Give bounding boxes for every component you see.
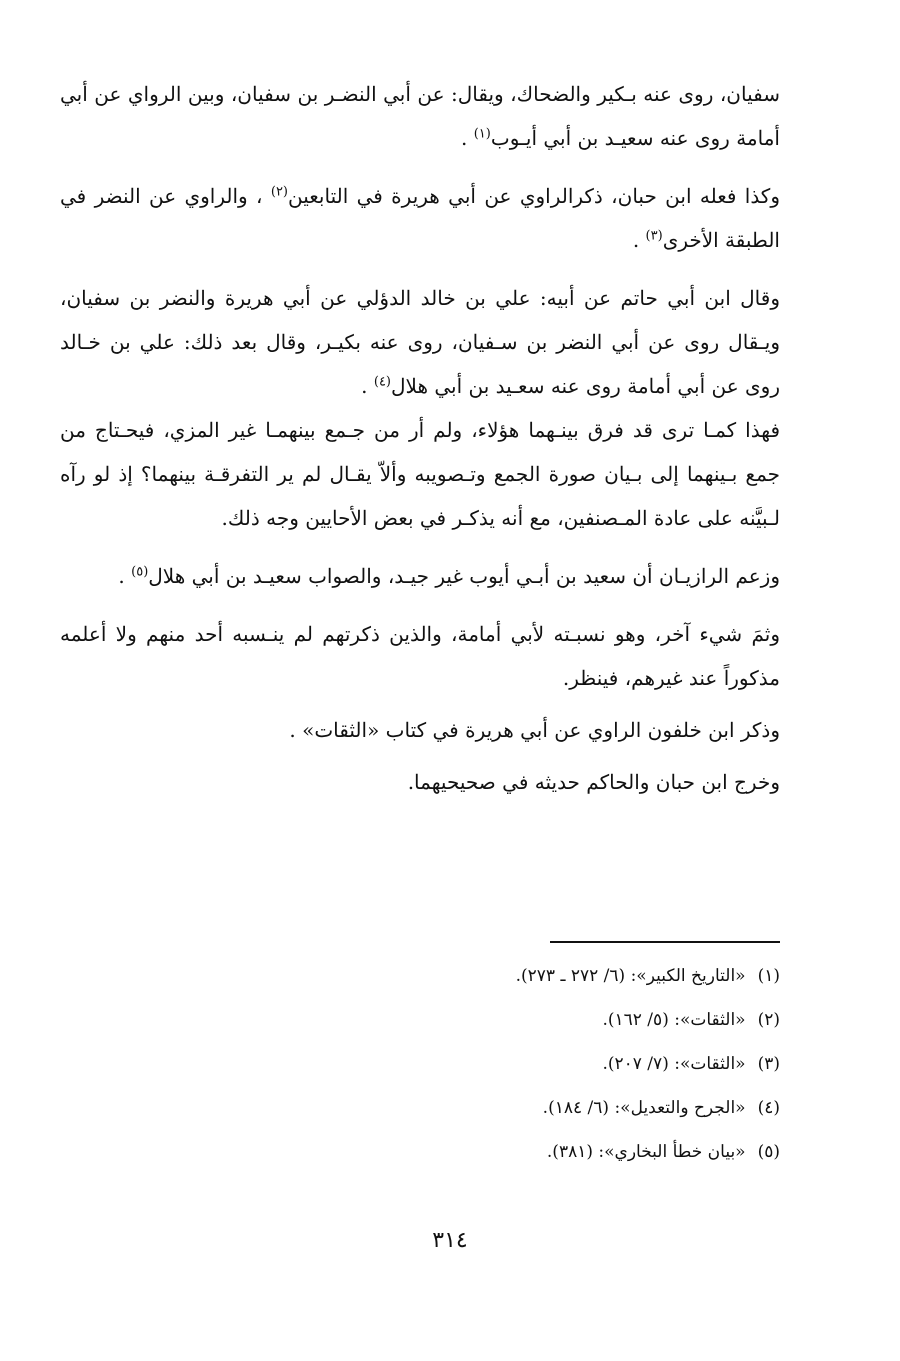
paragraph-6-text: وثمَ شيء آخر، وهو نسبـته لأبي أمامة، والذين ذكرتهم لم ينـسبه أحد منهم ولا أعلمه مذكوراً عند غيرهم، فينظر.: [60, 622, 780, 690]
paragraph-8: [60, 760, 780, 804]
paragraph-5-end: .: [118, 564, 132, 588]
footnote-2: [120, 998, 780, 1042]
paragraph-1-line-2: الرواي عن أبي أمامة روى عنه سعيـد بن أبي أيـوب: [60, 82, 780, 150]
footnote-3-text: «الثقات»: (٧/ ٢٠٧).: [602, 1054, 746, 1074]
footnote-3-number: (٣): [757, 1054, 780, 1074]
footnote-2-number: (٢): [757, 1010, 780, 1030]
footnote-ref-5: (٥): [131, 564, 149, 580]
paragraph-2-part-1: وكذا فعله ابن حبان، ذكرالراوي عن أبي هريرة في التابعين: [288, 184, 780, 208]
footnote-ref-3: (٣): [645, 228, 663, 244]
footnote-2-text: «الثقات»: (٥/ ١٦٢).: [602, 1010, 746, 1030]
paragraph-2-part-2: ، والراوي عن النضر في الطبقة الأخرى: [60, 184, 780, 252]
footnote-5-number: (٥): [757, 1142, 780, 1162]
footnote-4-number: (٤): [757, 1098, 780, 1118]
paragraph-3: [60, 276, 780, 408]
paragraph-1-line-1: سفيان، روى عنه بـكير والضحاك، ويقال: عن أبي النضـر بن سفيان، وبين: [187, 82, 780, 106]
footnote-5: [120, 1130, 780, 1174]
main-text: [60, 72, 780, 804]
paragraph-8-text: وخرج ابن حبان والحاكم حديثه في صحيحيهما.: [407, 770, 780, 794]
footnote-4: [120, 1086, 780, 1130]
paragraph-1-end: .: [461, 126, 474, 150]
footnote-ref-1: (١): [473, 126, 491, 142]
paragraph-7: [60, 708, 780, 752]
page-number: ٣١٤: [432, 1228, 468, 1253]
footnote-ref-4: (٤): [373, 374, 391, 390]
paragraph-7-text: وذكر ابن خلفون الراوي عن أبي هريرة في كتاب «الثقات» .: [289, 718, 780, 742]
footnote-1: [120, 954, 780, 998]
footnote-4-text: «الجرح والتعديل»: (٦/ ١٨٤).: [542, 1098, 746, 1118]
footnote-5-text: «بيان خطأ البخاري»: (٣٨١).: [546, 1142, 746, 1162]
paragraph-1: [60, 72, 780, 160]
footnote-ref-2: (٢): [270, 184, 288, 200]
footnote-1-text: «التاريخ الكبير»: (٦/ ٢٧٢ ـ ٢٧٣).: [515, 966, 746, 986]
paragraph-3-end: .: [361, 374, 374, 398]
footnote-divider: [550, 941, 780, 943]
paragraph-5: [60, 554, 780, 598]
paragraph-4: [60, 408, 780, 540]
paragraph-2: [60, 174, 780, 262]
paragraph-3-text: وقال ابن أبي حاتم عن أبيه: علي بن خالد الدؤلي عن أبي هريرة والنضر بن سفيان، ويـقال روى عن أبي النضر بن سـفيان، روى عنه بكيـر، وقال بعد ذلك: علي بن خـالد روى عن أبي أمامة روى عنه سعـيد بن أبي هلال: [60, 286, 780, 398]
paragraph-4-text: فهذا كمـا ترى قد فرق بينـهما هؤلاء، ولم أر من جـمع بينهمـا غير المزي، فيحـتاج من جمع بـينهما إلى بـيان صورة الجمع وتـصويبه وألاّ يقـال لم ير التفرقـة بينهما؟ إذ لو رآه لـبيَّنه على عادة المـصنفين، مع أنه يذكـر في بعض الأحايين وجه ذلك.: [60, 418, 780, 530]
paragraph-2-end: .: [632, 228, 646, 252]
paragraph-5-text: وزعم الرازيـان أن سعيد بن أبـي أيوب غير جيـد، والصواب سعيـد بن أبي هلال: [148, 564, 780, 588]
footnote-3: [120, 1042, 780, 1086]
footnotes: [120, 954, 780, 1174]
paragraph-6: [60, 612, 780, 700]
footnote-1-number: (١): [757, 966, 780, 986]
